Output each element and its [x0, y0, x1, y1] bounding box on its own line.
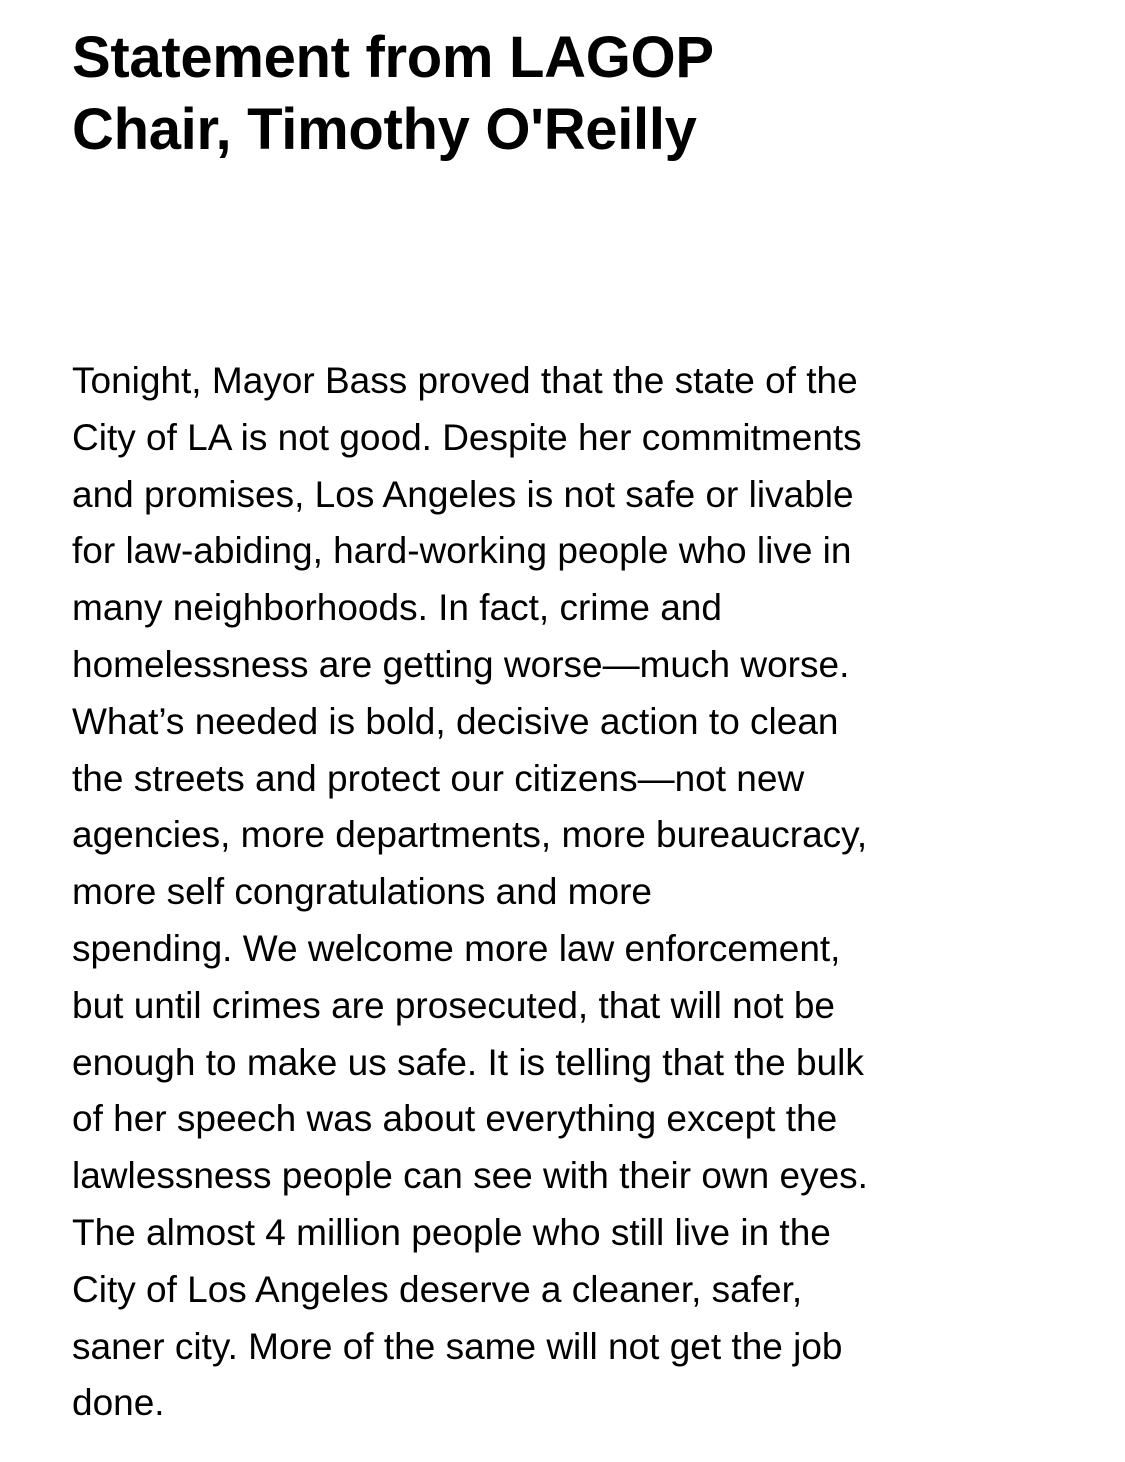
body-line: done.: [72, 1382, 165, 1424]
body-line: homelessness are getting worse—much worse.: [72, 643, 850, 685]
body-line: agencies, more departments, more bureaucracy,: [72, 814, 868, 856]
body-line: lawlessness people can see with their own eyes.: [72, 1155, 868, 1197]
body-line: spending. We welcome more law enforcement,: [72, 927, 841, 969]
body-line: the streets and protect our citizens—not new: [72, 757, 805, 799]
body-line: saner city. More of the same will not get the job: [72, 1325, 843, 1367]
body-line: City of LA is not good. Despite her commitments: [72, 416, 862, 458]
body-line: The almost 4 million people who still live in the: [72, 1211, 831, 1253]
body-line: City of Los Angeles deserve a cleaner, safer,: [72, 1268, 803, 1310]
title-line: Statement from LAGOP: [72, 25, 714, 90]
title-line: Chair, Timothy O'Reilly: [72, 97, 697, 162]
statement-body: [72, 353, 1092, 1432]
body-line: and promises, Los Angeles is not safe or livable: [72, 473, 854, 515]
body-line: many neighborhoods. In fact, crime and: [72, 587, 722, 629]
body-line: What’s needed is bold, decisive action to clean: [72, 700, 839, 742]
body-line: for law-abiding, hard-working people who live in: [72, 530, 852, 572]
body-line: Tonight, Mayor Bass proved that the state of the: [72, 360, 858, 401]
statement-title: [72, 22, 1052, 166]
body-line: but until crimes are prosecuted, that will not be: [72, 984, 835, 1026]
body-line: of her speech was about everything except the: [72, 1098, 838, 1140]
body-line: more self congratulations and more: [72, 871, 652, 913]
body-line: enough to make us safe. It is telling that the bulk: [72, 1041, 864, 1083]
